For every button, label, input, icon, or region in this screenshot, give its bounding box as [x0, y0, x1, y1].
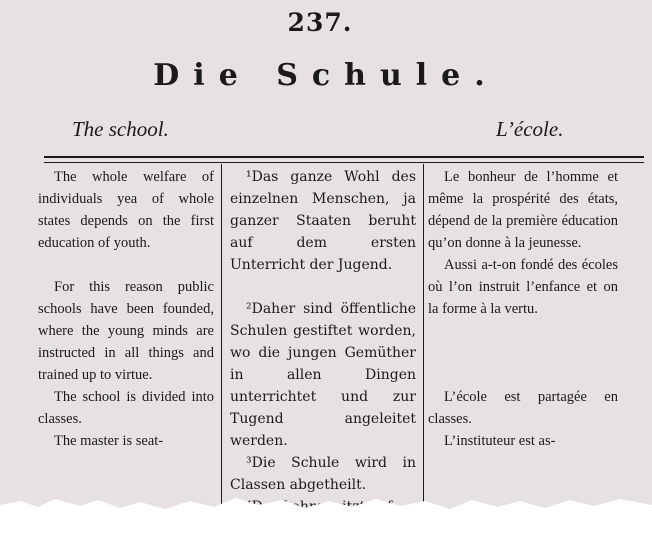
page-number: 237. — [287, 8, 353, 37]
german-paragraph: ¹Das ganze Wohl des einzelnen Menschen, ja ganzer Staaten beruht auf dem ersten Unterricht der Jugend. — [230, 169, 416, 273]
french-paragraph: Le bonheur de l’homme et même la prospérité des états, dépend de la première éducation qu’on donne à la jeunesse. — [428, 169, 618, 251]
top-rule-thin — [44, 162, 644, 163]
french-paragraph: Aussi a-t-on fondé des écoles où l’on instruit l’enfance et on la forme à la vertu. — [428, 257, 618, 317]
french-paragraph: L’école est partagée en classes. — [428, 389, 618, 427]
english-paragraph: The master is seat- — [54, 433, 164, 449]
column-divider-left — [221, 164, 222, 504]
german-paragraph: ²Daher sind öffentliche Schulen gestiftet worden, wo die jungen Gemüther in allen Dingen unterrichtet und zur Tugend angeleitet werden. — [230, 301, 416, 449]
torn-edge — [0, 495, 652, 543]
german-paragraph: ³Die Schule wird in Classen abgetheilt. — [230, 455, 416, 493]
english-paragraph: For this reason public schools have been founded, where the young minds are instructed in all things and trained up to virtue. — [38, 279, 214, 383]
column-divider-right — [423, 164, 424, 504]
subtitle-french: L’école. — [496, 117, 564, 141]
french-column — [428, 166, 618, 452]
subtitle-english: The school. — [72, 117, 169, 141]
page-title: Die Schule. — [153, 58, 499, 93]
top-rule — [44, 156, 644, 158]
english-column — [38, 166, 214, 452]
english-paragraph: The school is divided into classes. — [38, 389, 214, 427]
german-column — [230, 166, 416, 518]
french-paragraph: L’instituteur est as- — [444, 433, 556, 449]
english-paragraph: The whole welfare of individuals yea of whole states depends on the first education of youth. — [38, 169, 214, 251]
